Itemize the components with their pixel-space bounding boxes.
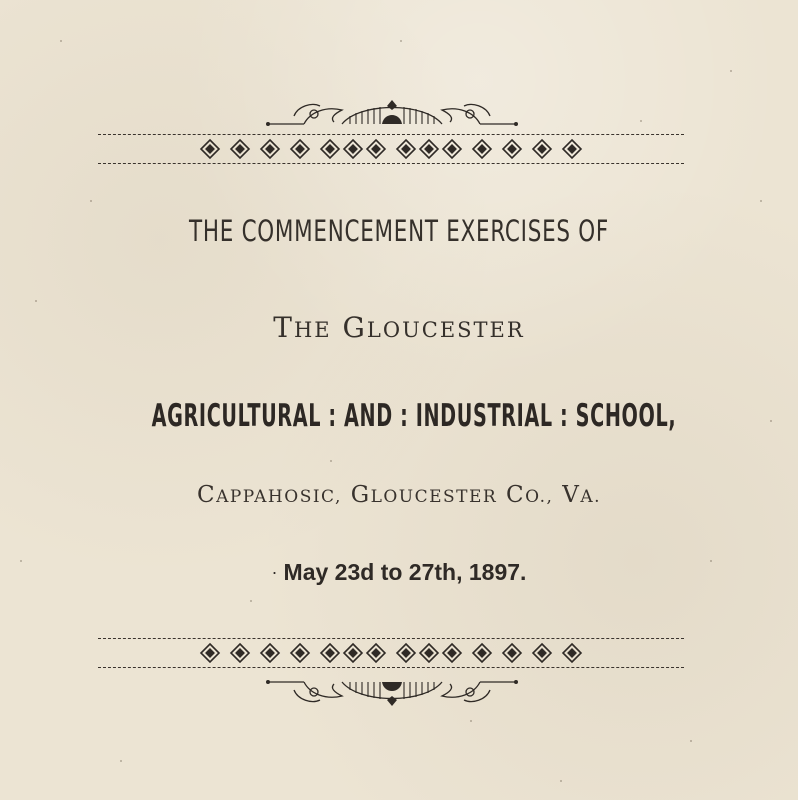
diamond-fill <box>348 144 358 154</box>
paper-speck <box>640 120 642 122</box>
diamond-fill <box>325 648 335 658</box>
diamond-fill <box>401 144 411 154</box>
program-title: THE COMMENCEMENT EXERCISES OF <box>188 214 610 248</box>
diamond-fill <box>265 144 275 154</box>
paper-speck <box>730 70 732 72</box>
school-location: CAPPAHOSIC, GLOUCESTER CO., VA. <box>196 482 602 508</box>
paper-speck <box>330 460 332 462</box>
diamond-fill <box>205 648 215 658</box>
diamond-fill <box>477 648 487 658</box>
diamond-fill <box>295 648 305 658</box>
event-dates: · May 23d to 27th, 1897. <box>271 559 527 585</box>
diamond-fill <box>447 648 457 658</box>
diamond-fill <box>295 144 305 154</box>
paper-speck <box>60 40 62 42</box>
dates-bullet: · <box>271 562 278 582</box>
diamond-fill <box>371 648 381 658</box>
bottom-diamond-border <box>98 636 684 670</box>
paper-speck <box>35 300 37 302</box>
diamond-fill <box>477 144 487 154</box>
diamond-row <box>98 642 684 664</box>
diamond-fill <box>507 648 517 658</box>
top-diamond-border <box>98 132 684 166</box>
paper-speck <box>250 600 252 602</box>
school-type: AGRICULTURAL : AND : INDUSTRIAL : SCHOOL, <box>151 398 677 434</box>
diamond-fill <box>567 144 577 154</box>
paper-speck <box>690 740 692 742</box>
paper-speck <box>560 780 562 782</box>
diamond-fill <box>235 144 245 154</box>
diamond-fill <box>371 144 381 154</box>
diamond-fill <box>401 648 411 658</box>
border-dashed-line <box>98 667 684 668</box>
top-flourish-ornament <box>264 92 520 132</box>
diamond-fill <box>424 144 434 154</box>
paper-speck <box>120 760 122 762</box>
diamond-fill <box>325 144 335 154</box>
diamond-fill <box>205 144 215 154</box>
diamond-fill <box>537 648 547 658</box>
diamond-fill <box>235 648 245 658</box>
border-dashed-line <box>98 638 684 639</box>
diamond-fill <box>265 648 275 658</box>
paper-speck <box>470 720 472 722</box>
paper-speck <box>760 200 762 202</box>
diamond-fill <box>537 144 547 154</box>
diamond-fill <box>424 648 434 658</box>
bottom-flourish-ornament <box>264 674 520 714</box>
border-dashed-line <box>98 134 684 135</box>
paper-speck <box>20 560 22 562</box>
diamond-fill <box>507 144 517 154</box>
border-dashed-line <box>98 163 684 164</box>
diamond-fill <box>567 648 577 658</box>
diamond-fill <box>348 648 358 658</box>
paper-speck <box>770 420 772 422</box>
diamond-row <box>98 138 684 160</box>
paper-speck <box>710 560 712 562</box>
school-name: THE GLOUCESTER <box>273 311 525 344</box>
paper-speck <box>400 40 402 42</box>
paper-speck <box>90 200 92 202</box>
diamond-fill <box>447 144 457 154</box>
